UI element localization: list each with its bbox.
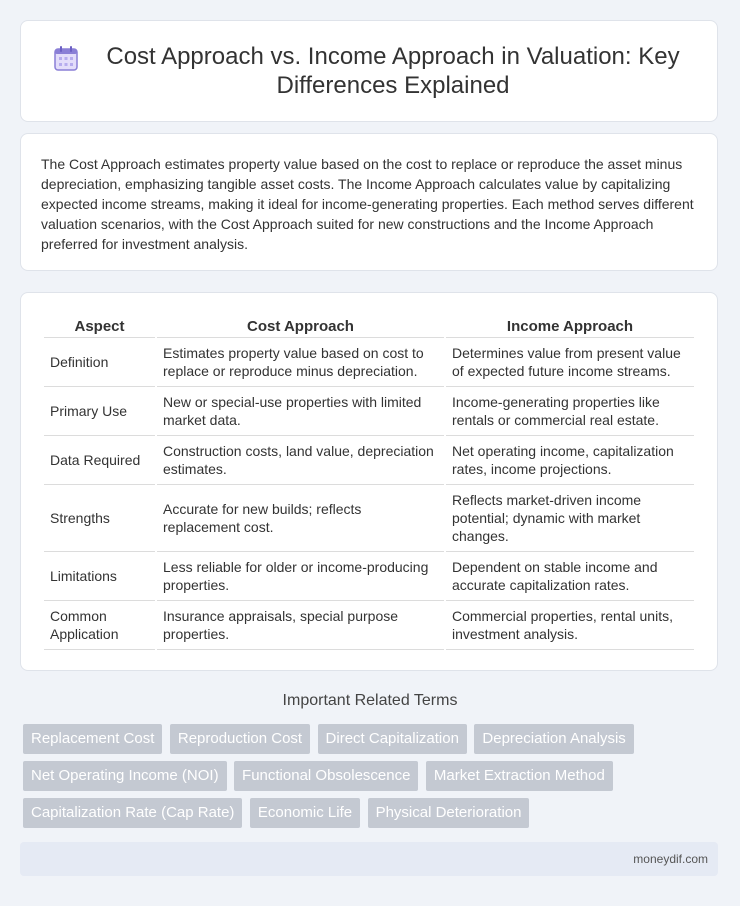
tag-capitalization-rate[interactable]: Capitalization Rate (Cap Rate) [23, 798, 242, 828]
income-cell: Dependent on stable income and accurate capitalization rates. [446, 552, 694, 601]
page-title: Cost Approach vs. Income Approach in Valuation: Key Differences Explained [106, 43, 680, 99]
cost-cell: Accurate for new builds; reflects replacement cost. [157, 485, 444, 552]
cost-cell: Less reliable for older or income-producing properties. [157, 552, 444, 601]
calendar-grid-icon [51, 44, 81, 74]
cost-cell: Estimates property value based on cost to replace or reproduce minus depreciation. [157, 338, 444, 387]
table-header-row [44, 315, 694, 338]
aspect-cell: Common Application [44, 601, 155, 650]
footer-site-link[interactable]: moneydif.com [633, 852, 708, 866]
tag-physical-deterioration[interactable]: Physical Deterioration [368, 798, 530, 828]
tag-economic-life[interactable]: Economic Life [250, 798, 360, 828]
table-row [44, 601, 694, 650]
income-cell: Reflects market-driven income potential; dynamic with market changes. [446, 485, 694, 552]
tag-net-operating-income[interactable]: Net Operating Income (NOI) [23, 761, 227, 791]
footer [20, 842, 718, 876]
income-cell: Net operating income, capitalization rates, income projections. [446, 436, 694, 485]
tag-direct-capitalization[interactable]: Direct Capitalization [318, 724, 467, 754]
cost-cell: New or special-use properties with limited market data. [157, 387, 444, 436]
aspect-cell: Strengths [44, 485, 155, 552]
related-terms-title: Important Related Terms [282, 692, 458, 709]
table-row [44, 552, 694, 601]
intro-paragraph: The Cost Approach estimates property value based on the cost to replace or reproduce the asset minus depreciation, emphasizing tangible asset costs. The Income Approach calculates value by capitalizing expected income streams, making it ideal for income-generating properties. Each method serves different valuation scenarios, with the Cost Approach suited for new constructions and the Income Approach preferred for investment analysis. [41, 156, 694, 252]
income-cell: Income-generating properties like rentals or commercial real estate. [446, 387, 694, 436]
income-cell: Determines value from present value of expected future income streams. [446, 338, 694, 387]
header-cost-approach: Cost Approach [157, 315, 444, 338]
table-row [44, 338, 694, 387]
tag-reproduction-cost[interactable]: Reproduction Cost [170, 724, 310, 754]
title-card [20, 20, 718, 122]
tag-market-extraction-method[interactable]: Market Extraction Method [426, 761, 613, 791]
aspect-cell: Primary Use [44, 387, 155, 436]
related-terms-list [23, 724, 723, 835]
income-cell: Commercial properties, rental units, investment analysis. [446, 601, 694, 650]
table-row [44, 387, 694, 436]
header-aspect: Aspect [44, 315, 155, 338]
comparison-table [42, 315, 696, 650]
table-row [44, 485, 694, 552]
cost-cell: Insurance appraisals, special purpose properties. [157, 601, 444, 650]
table-row [44, 436, 694, 485]
aspect-cell: Data Required [44, 436, 155, 485]
tag-depreciation-analysis[interactable]: Depreciation Analysis [474, 724, 633, 754]
intro-card [20, 133, 718, 271]
comparison-card [20, 292, 718, 671]
aspect-cell: Limitations [44, 552, 155, 601]
aspect-cell: Definition [44, 338, 155, 387]
tag-functional-obsolescence[interactable]: Functional Obsolescence [234, 761, 418, 791]
header-income-approach: Income Approach [446, 315, 694, 338]
tag-replacement-cost[interactable]: Replacement Cost [23, 724, 162, 754]
cost-cell: Construction costs, land value, depreciation estimates. [157, 436, 444, 485]
